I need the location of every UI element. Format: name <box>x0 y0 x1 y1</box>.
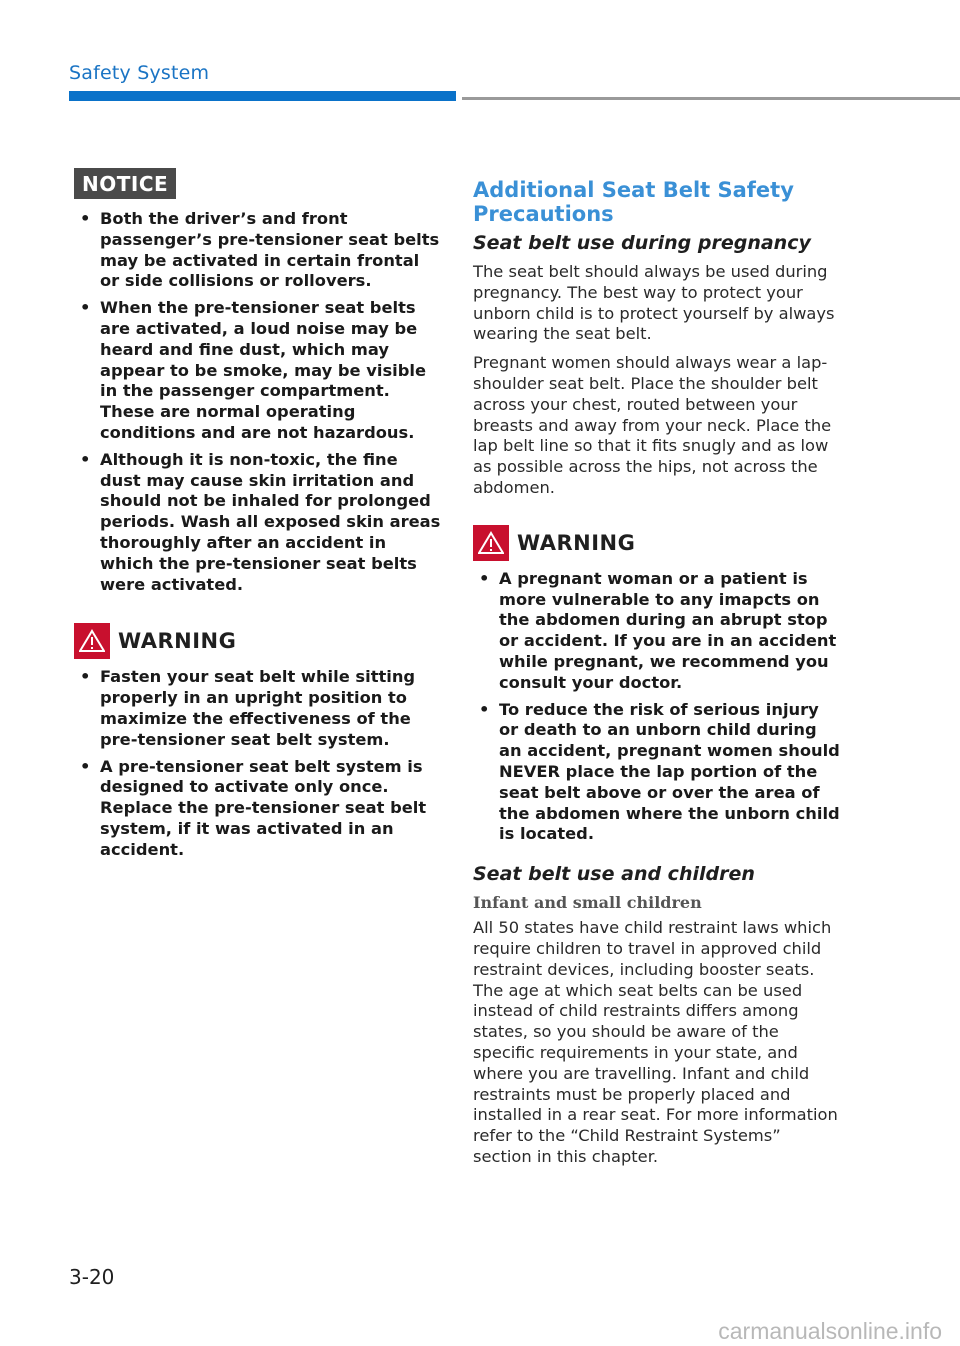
warning-header <box>473 525 843 561</box>
notice-list <box>74 209 442 595</box>
warning-triangle-icon <box>473 525 509 561</box>
warning-list <box>74 667 442 860</box>
notice-badge: NOTICE <box>74 168 176 199</box>
watermark: carmanualsonline.info <box>718 1318 942 1344</box>
children-subtitle: Seat belt use and children <box>473 863 755 886</box>
pregnancy-subtitle: Seat belt use during pregnancy <box>473 232 811 254</box>
header-title: Safety System <box>69 62 210 84</box>
warning-item: • To reduce the risk of serious injury or death to an unborn child during an accident, pregnant women should NEVER place the lap portion of the seat belt above or over the area of the abdomen where the unborn child is located. <box>473 700 843 846</box>
warning-item: • A pregnant woman or a patient is more vulnerable to any imapcts on the abdomen during an abrupt stop or accident. If you are in an accident while pregnant, we recommend you consult your doctor. <box>473 569 843 694</box>
notice-item: • Both the driver’s and front passenger’s pre-tensioner seat belts may be activated in certain frontal or side collisions or rollovers. <box>74 209 442 292</box>
warning-header <box>74 623 442 659</box>
notice-item: • Although it is non-toxic, the fine dust may cause skin irritation and should not be inhaled for prolonged periods. Wash all exposed skin areas thoroughly after an accident in which the pre-tensioner seat belts were activated. <box>74 450 442 596</box>
left-column <box>74 168 442 867</box>
infant-paragraph: All 50 states have child restraint laws which require children to travel in approved child restraint devices, including booster seats. The age at which seat belts can be used instead of child restraints differs among states, so you should be aware of the specific requirements in your state, and where you are travelling. Infant and child restraints must be properly placed and installed in a rear seat. For more information refer to the “Child Restraint Systems” section in this chapter. <box>473 918 838 1166</box>
header-bar-accent <box>69 91 456 101</box>
page-number: 3-20 <box>69 1265 115 1289</box>
right-column <box>473 172 843 1176</box>
warning-label: WARNING <box>118 629 237 654</box>
pregnancy-paragraph: Pregnant women should always wear a lap-shoulder seat belt. Place the shoulder belt across your chest, routed between your breasts and away from your neck. Place the lap belt line so that it fits snugly and as low as possible across the hips, not across the abdomen. <box>473 353 832 497</box>
section-title: Additional Seat Belt Safety Precautions <box>473 178 794 226</box>
infant-subheading: Infant and small children <box>473 893 702 913</box>
warning-label: WARNING <box>517 530 636 555</box>
warning-item: • Fasten your seat belt while sitting properly in an upright position to maximize the effectiveness of the pre-tensioner seat belt system. <box>74 667 442 750</box>
pregnancy-paragraph: The seat belt should always be used during pregnancy. The best way to protect your unborn child is to protect yourself by always wearing the seat belt. <box>473 262 835 344</box>
warning-list <box>473 569 843 845</box>
warning-triangle-icon <box>74 623 110 659</box>
notice-item: • When the pre-tensioner seat belts are activated, a loud noise may be heard and fine dust, which may appear to be smoke, may be visible in the passenger compartment. These are normal operating conditions and are not hazardous. <box>74 298 442 444</box>
warning-item: • A pre-tensioner seat belt system is designed to activate only once. Replace the pre-tensioner seat belt system, if it was activated in an accident. <box>74 757 442 861</box>
header-bar-rule <box>462 97 960 100</box>
